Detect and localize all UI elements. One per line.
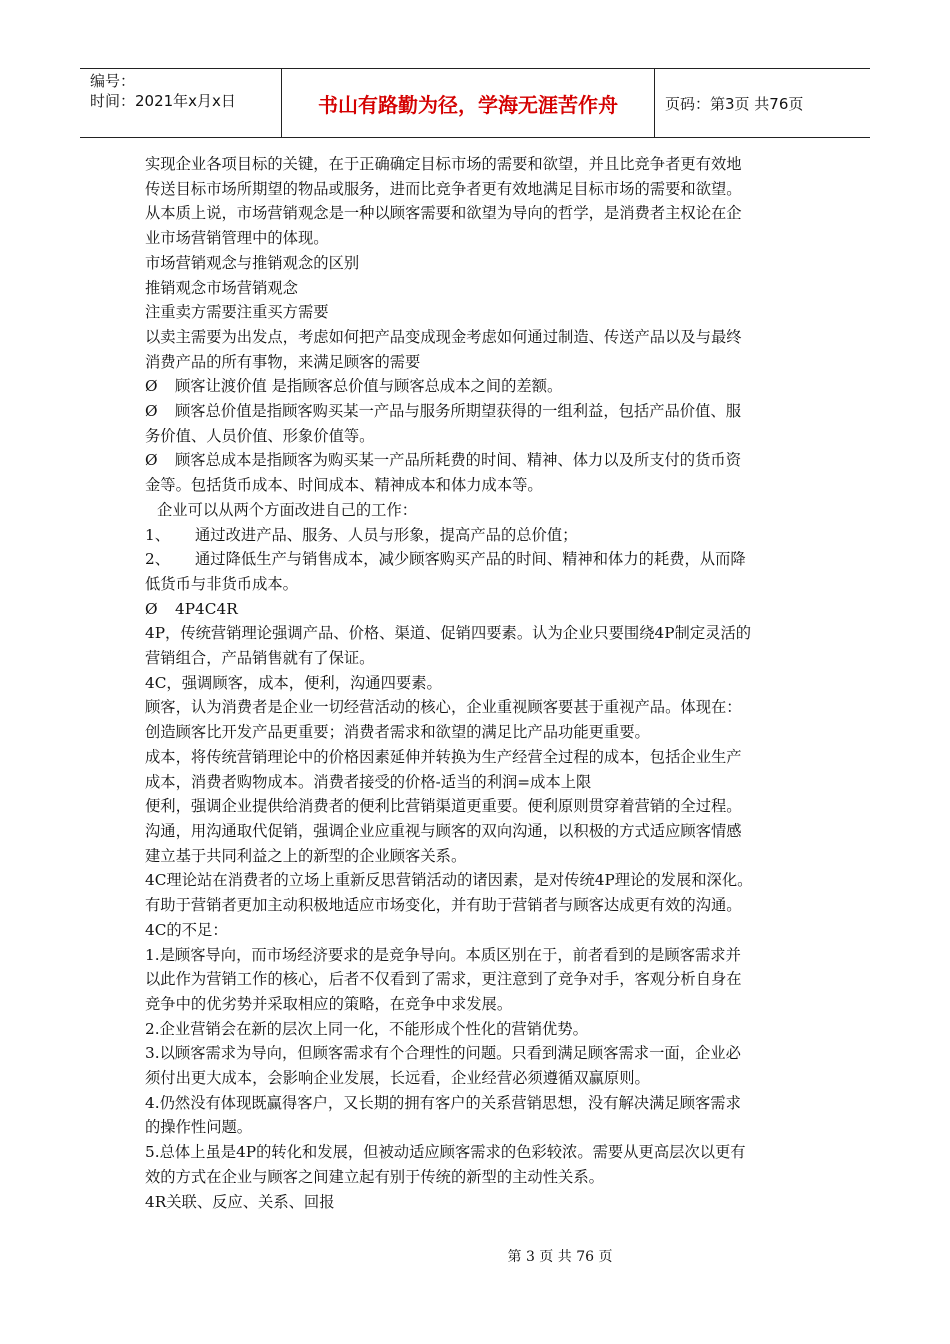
text-line: 消费产品的所有事物，来满足顾客的需要 [145, 352, 421, 371]
text-line: 推销观念市场营销观念 [145, 278, 298, 297]
bullet-text: 顾客总价值是指顾客购买某一产品与服务所期望获得的一组利益，包括产品价值、服 [175, 402, 741, 421]
bullet-icon: Ø [145, 402, 158, 421]
page-info-text: 页码：第3页 共76页 [665, 94, 804, 113]
text-line: 创造顾客比开发产品更重要；消费者需求和欲望的满足比产品功能更重要。 [145, 723, 650, 742]
bullet-line [145, 597, 825, 622]
header-meta-cell [80, 69, 282, 137]
text-line: 金等。包括货币成本、时间成本、精神成本和体力成本等。 [145, 476, 543, 495]
numbered-line [145, 547, 825, 572]
numbered-text: 通过降低生产与销售成本，减少顾客购买产品的时间、精神和体力的耗费，从而降 [195, 550, 746, 569]
text-line: 4C，强调顾客，成本，便利，沟通四要素。 [145, 673, 442, 692]
item-number: 2、 [145, 550, 171, 569]
text-line: 建立基于共同利益之上的新型的企业顾客关系。 [145, 846, 467, 865]
text-line: 营销组合，产品销售就有了保证。 [145, 649, 375, 668]
document-body [145, 152, 825, 1214]
text-line: 4P，传统营销理论强调产品、价格、渠道、促销四要素。认为企业只要围绕4P制定灵活的 [145, 624, 752, 643]
text-line: 以此作为营销工作的核心，后者不仅看到了需求，更注意到了竞争对手，客观分析自身在 [145, 970, 742, 989]
page-info-cell [655, 69, 870, 137]
text-line: 的操作性问题。 [145, 1118, 253, 1137]
header-table [80, 68, 870, 138]
bullet-text: 顾客总成本是指顾客为购买某一产品所耗费的时间、精神、体力以及所支付的货币资 [175, 451, 741, 470]
page-footer: 第 3 页 共 76 页 [507, 1249, 613, 1265]
text-line: 4R关联、反应、关系、回报 [145, 1192, 335, 1211]
text-line: 3.以顾客需求为导向，但顾客需求有个合理性的问题。只看到满足顾客需求一面，企业必 [145, 1044, 741, 1063]
text-line: 市场营销观念与推销观念的区别 [145, 253, 360, 272]
motto-text: 书山有路勤为径，学海无涯苦作舟 [318, 92, 618, 117]
bullet-text: 4P4C4R [175, 599, 238, 618]
text-line: 传送目标市场所期望的物品或服务，进而比竞争者更有效地满足目标市场的需要和欲望。 [145, 179, 742, 198]
text-line: 成本，消费者购物成本。消费者接受的价格-适当的利润=成本上限 [145, 772, 592, 791]
text-line: 便利，强调企业提供给消费者的便利比营销渠道更重要。便利原则贯穿着营销的全过程。 [145, 797, 742, 816]
text-line: 务价值、人员价值、形象价值等。 [145, 426, 375, 445]
text-line: 沟通，用沟通取代促销，强调企业应重视与顾客的双向沟通，以积极的方式适应顾客情感 [145, 821, 742, 840]
text-line: 须付出更大成本，会影响企业发展，长远看，企业经营必须遵循双赢原则。 [145, 1069, 650, 1088]
motto-cell [282, 69, 655, 137]
bullet-text: 顾客让渡价值 是指顾客总价值与顾客总成本之间的差额。 [175, 377, 563, 396]
numbered-line [145, 523, 825, 548]
text-line: 1.是顾客导向，而市场经济要求的是竞争导向。本质区别在于，前者看到的是顾客需求并 [145, 945, 741, 964]
text-line: 实现企业各项目标的关键，在于正确确定目标市场的需要和欲望，并且比竞争者更有效地 [145, 155, 742, 173]
date-label: 时间：2021年x月x日 [90, 92, 236, 110]
text-line: 成本，将传统营销理论中的价格因素延伸并转换为生产经营全过程的成本，包括企业生产 [145, 747, 742, 766]
text-line: 5.总体上虽是4P的转化和发展，但被动适应顾客需求的色彩较浓。需要从更高层次以更有 [145, 1143, 746, 1162]
text-line: 4C理论站在消费者的立场上重新反思营销活动的诸因素，是对传统4P理论的发展和深化。 [145, 871, 753, 890]
text-line: 4.仍然没有体现既赢得客户，又长期的拥有客户的关系营销思想，没有解决满足顾客需求 [145, 1093, 741, 1112]
bullet-icon: Ø [145, 451, 158, 470]
bullet-icon: Ø [145, 377, 158, 396]
numbered-text: 通过改进产品、服务、人员与形象，提高产品的总价值； [195, 525, 578, 544]
text-line: 竞争中的优劣势并采取相应的策略，在竞争中求发展。 [145, 994, 513, 1013]
text-line: 顾客，认为消费者是企业一切经营活动的核心，企业重视顾客要甚于重视产品。体现在： [145, 698, 742, 717]
text-line: 效的方式在企业与顾客之间建立起有别于传统的新型的主动性关系。 [145, 1167, 604, 1186]
bullet-line [145, 374, 825, 399]
text-line: 2.企业营销会在新的层次上同一化，不能形成个性化的营销优势。 [145, 1019, 588, 1038]
bullet-line [145, 399, 825, 424]
text-line: 注重卖方需要注重买方需要 [145, 303, 329, 322]
text-line: 从本质上说，市场营销观念是一种以顾客需要和欲望为导向的哲学，是消费者主权论在企 [145, 204, 742, 223]
bullet-icon: Ø [145, 599, 158, 618]
text-line: 有助于营销者更加主动积极地适应市场变化，并有助于营销者与顾客达成更有效的沟通。 [145, 896, 742, 915]
text-line: 4C的不足： [145, 920, 228, 939]
item-number: 1、 [145, 525, 171, 544]
text-line: 业市场营销管理中的体现。 [145, 229, 329, 248]
serial-number-label: 编号： [90, 72, 136, 90]
text-line: 低货币与非货币成本。 [145, 574, 298, 593]
bullet-line [145, 448, 825, 473]
text-line: 企业可以从两个方面改进自己的工作： [157, 500, 418, 519]
text-line: 以卖主需要为出发点，考虑如何把产品变成现金考虑如何通过制造、传送产品以及与最终 [145, 327, 742, 346]
